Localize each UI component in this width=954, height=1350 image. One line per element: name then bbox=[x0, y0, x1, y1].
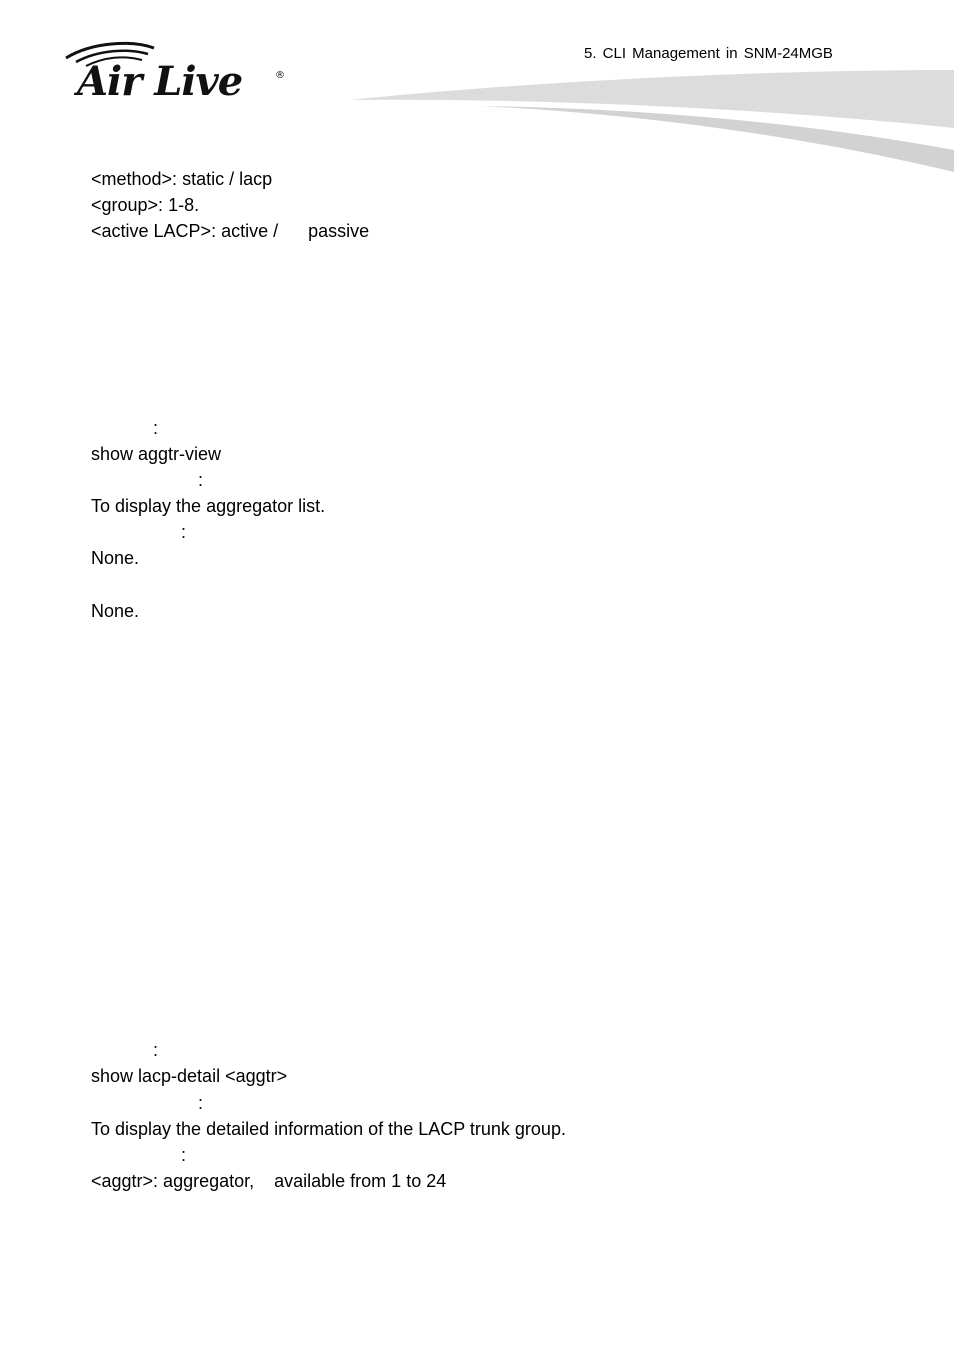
syntax-colon: : bbox=[153, 1040, 159, 1060]
registered-mark: ® bbox=[275, 70, 285, 81]
airlive-logo bbox=[62, 40, 292, 110]
lacp-detail-parameters: <aggtr>: aggregator, available from 1 to 24 bbox=[91, 1171, 447, 1191]
aggtr-view-description: To display the aggregator list. bbox=[91, 496, 326, 516]
lacp-detail-description: To display the detailed information of the LACP trunk group. bbox=[91, 1119, 566, 1139]
aggtr-view-syntax: show aggtr-view bbox=[91, 444, 222, 464]
parameters-colon: : bbox=[181, 522, 187, 542]
description-colon: : bbox=[198, 1093, 204, 1113]
logo-wordmark: Air Live bbox=[77, 58, 243, 105]
chapter-title: 5. CLI Management in SNM-24MGB bbox=[584, 45, 833, 62]
lacp-detail-syntax: show lacp-detail <aggtr> bbox=[91, 1066, 288, 1086]
aggtr-view-parameters: None. bbox=[91, 548, 140, 568]
param-method: <method>: static / lacp bbox=[91, 169, 273, 189]
param-active-lacp: <active LACP>: active / passive bbox=[91, 221, 370, 241]
parameters-colon: : bbox=[181, 1145, 187, 1165]
param-group: <group>: 1-8. bbox=[91, 195, 200, 215]
description-colon: : bbox=[198, 470, 204, 490]
aggtr-view-default: None. bbox=[91, 601, 140, 621]
syntax-colon: : bbox=[153, 418, 159, 438]
